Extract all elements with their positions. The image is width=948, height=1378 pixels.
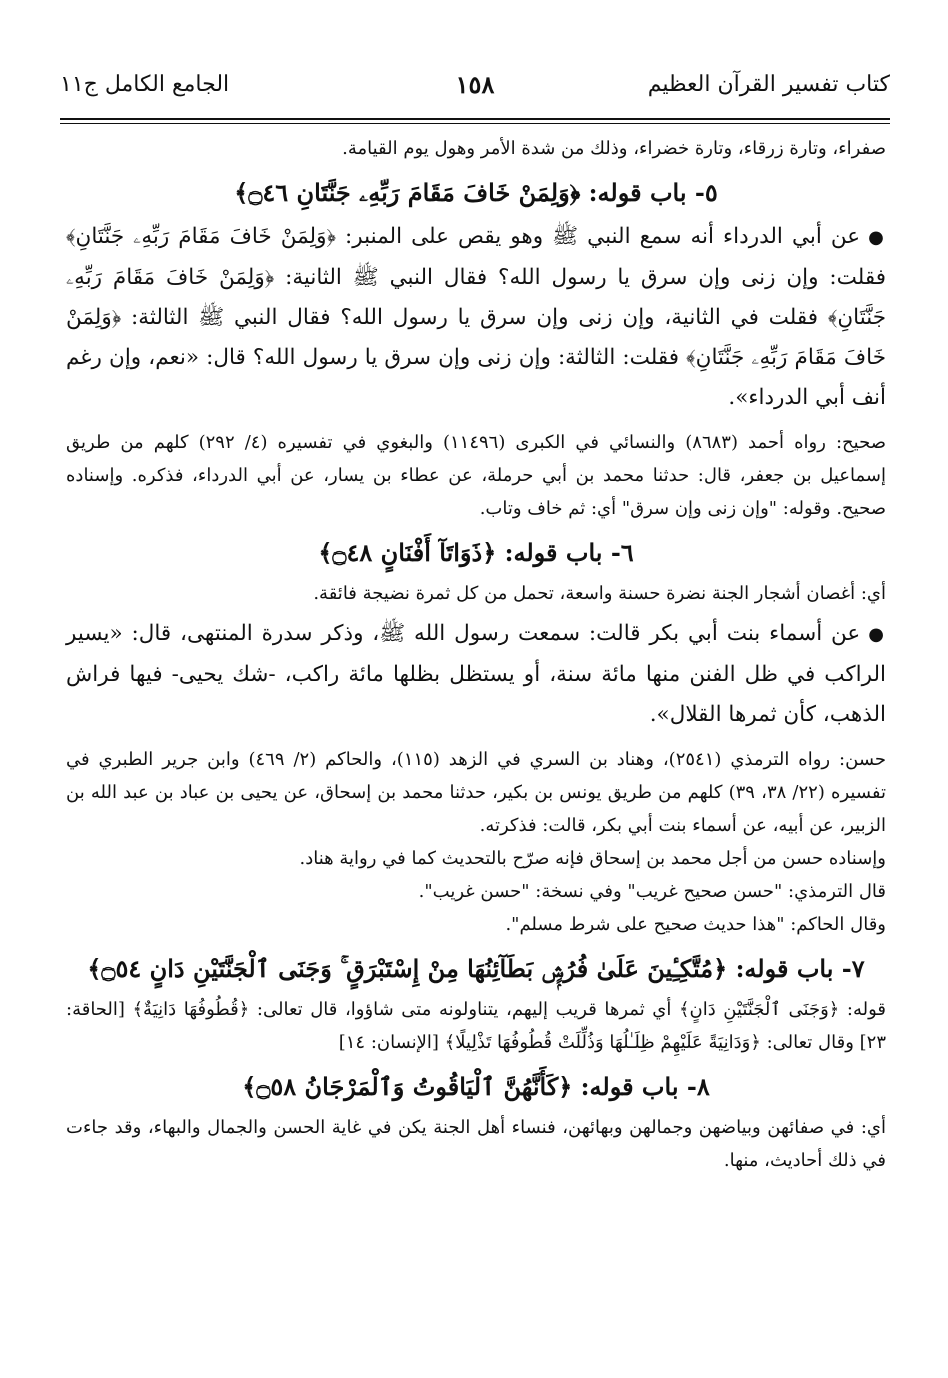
bullet-icon: ● xyxy=(868,624,886,645)
header-rule-thin xyxy=(60,123,890,124)
page-number: ١٥٨ xyxy=(455,70,495,99)
takhrij-paragraph: صحيح: رواه أحمد (٨٦٨٣) والنسائي في الكبرى (١١٤٩٦) والبغوي في تفسيره (٤/ ٢٩٢) كلهم من طريق إسماعيل بن جعفر، قال: حدثنا محمد بن أبي حرملة، عن عطاء بن يسار، عن أبي الدرداء، فذكره. وإسناده صحيح. وقوله: "وإن زنى وإن سرق" أي: ثم خاف وتاب. xyxy=(66,432,886,519)
book-title: كتاب تفسير القرآن العظيم xyxy=(647,72,890,97)
text-paragraph: أي: أغصان أشجار الجنة نضرة حسنة واسعة، تحمل من كل ثمرة نضيجة فائقة. xyxy=(313,583,886,604)
bullet-icon: ● xyxy=(868,227,886,248)
text-paragraph: قوله: ﴿وَجَنَى ٱلْجَنَّتَيْنِ دَانٍ﴾ أي ثمرها قريب إليهم، يتناولونه متى شاؤوا، قال تعالى: ﴿قُطُوفُهَا دَانِيَةٌ﴾ [الحاقة: ٢٣] وقال تعالى: ﴿وَدَانِيَةً عَلَيْهِمْ ظِلَـٰلُهَا وَذُلِّلَتْ قُطُوفُهَا تَذْلِيلًا﴾ [الإنسان: ١٤] xyxy=(66,999,886,1053)
text-paragraph: صفراء، وتارة زرقاء، وتارة خضراء، وذلك من شدة الأمر وهول يوم القيامة. xyxy=(342,138,886,159)
takhrij-paragraph: حسن: رواه الترمذي (٢٥٤١)، وهناد بن السري في الزهد (١١٥)، والحاكم (٢/ ٤٦٩) وابن جرير الطبري في تفسيره (٢٢/ ٣٨، ٣٩) كلهم من طريق يونس بن بكير، حدثنا محمد بن إسحاق، عن يحيى بن عباد بن عبد الله بن الزبير، عن أبيه، عن أسماء بنت أبي بكر، قالت: فذكرته. xyxy=(66,749,887,836)
text-paragraph: وإسناده حسن من أجل محمد بن إسحاق فإنه صرّح بالتحديث كما في رواية هناد. xyxy=(299,848,886,869)
hadith-paragraph xyxy=(66,614,886,735)
text-paragraph: وقال الحاكم: "هذا حديث صحيح على شرط مسلم". xyxy=(505,914,886,935)
hadith-paragraph xyxy=(66,217,886,418)
section-heading: ٨- باب قوله: ﴿كَأَنَّهُنَّ ٱلْيَاقُوتُ وَٱلْمَرْجَانُ ۝٥٨﴾ xyxy=(242,1072,710,1101)
hadith-text: عن أسماء بنت أبي بكر قالت: سمعت رسول الله ﷺ، وذكر سدرة المنتهى، قال: «يسير الراكب في ظل الفنن منها مائة سنة، أو يستظل بظلها مائة راكب، -شك يحيى- فيها فراش الذهب، كأن ثمرها القلال». xyxy=(66,621,886,727)
volume-title: الجامع الكامل ج١١ xyxy=(60,72,230,97)
page-header xyxy=(60,68,890,112)
section-heading: ٥- باب قوله: ﴿وَلِمَنْ خَافَ مَقَامَ رَبِّهِۦ جَنَّتَانِ ۝٤٦﴾ xyxy=(234,178,718,207)
header-rule-thick xyxy=(60,118,890,120)
page-body xyxy=(66,132,886,1177)
section-heading: ٦- باب قوله: ﴿ذَوَاتَآ أَفْنَانٍ ۝٤٨﴾ xyxy=(318,538,634,567)
section-heading: ٧- باب قوله: ﴿مُتَّكِـِٔينَ عَلَىٰ فُرُشٍۭ بَطَآئِنُهَا مِنْ إِسْتَبْرَقٍ ۚ وَجَنَى ٱلْجَنَّتَيْنِ دَانٍ ۝٥٤﴾ xyxy=(87,954,865,983)
text-paragraph: أي: في صفائهن وبياضهن وجمالهن وبهائهن، فنساء أهل الجنة يكن في غاية الحسن والجمال والبهاء، وقد جاءت في ذلك أحاديث، منها. xyxy=(66,1117,886,1171)
text-paragraph: قال الترمذي: "حسن صحيح غريب" وفي نسخة: "حسن غريب". xyxy=(418,881,886,902)
hadith-text: عن أبي الدرداء أنه سمع النبي ﷺ وهو يقص على المنبر: ﴿وَلِمَنْ خَافَ مَقَامَ رَبِّهِۦ جَنَّتَانِ﴾ فقلت: وإن زنى وإن سرق يا رسول الله؟ فقال النبي ﷺ الثانية: ﴿وَلِمَنْ خَافَ مَقَامَ رَبِّهِۦ جَنَّتَانِ﴾ فقلت في الثانية، وإن زنى وإن سرق يا رسول الله؟ فقال النبي ﷺ الثالثة: ﴿وَلِمَنْ خَافَ مَقَامَ رَبِّهِۦ جَنَّتَانِ﴾ فقلت: الثالثة: وإن زنى وإن سرق يا رسول الله؟ قال: «نعم، وإن رغم أنف أبي الدرداء». xyxy=(66,224,886,410)
